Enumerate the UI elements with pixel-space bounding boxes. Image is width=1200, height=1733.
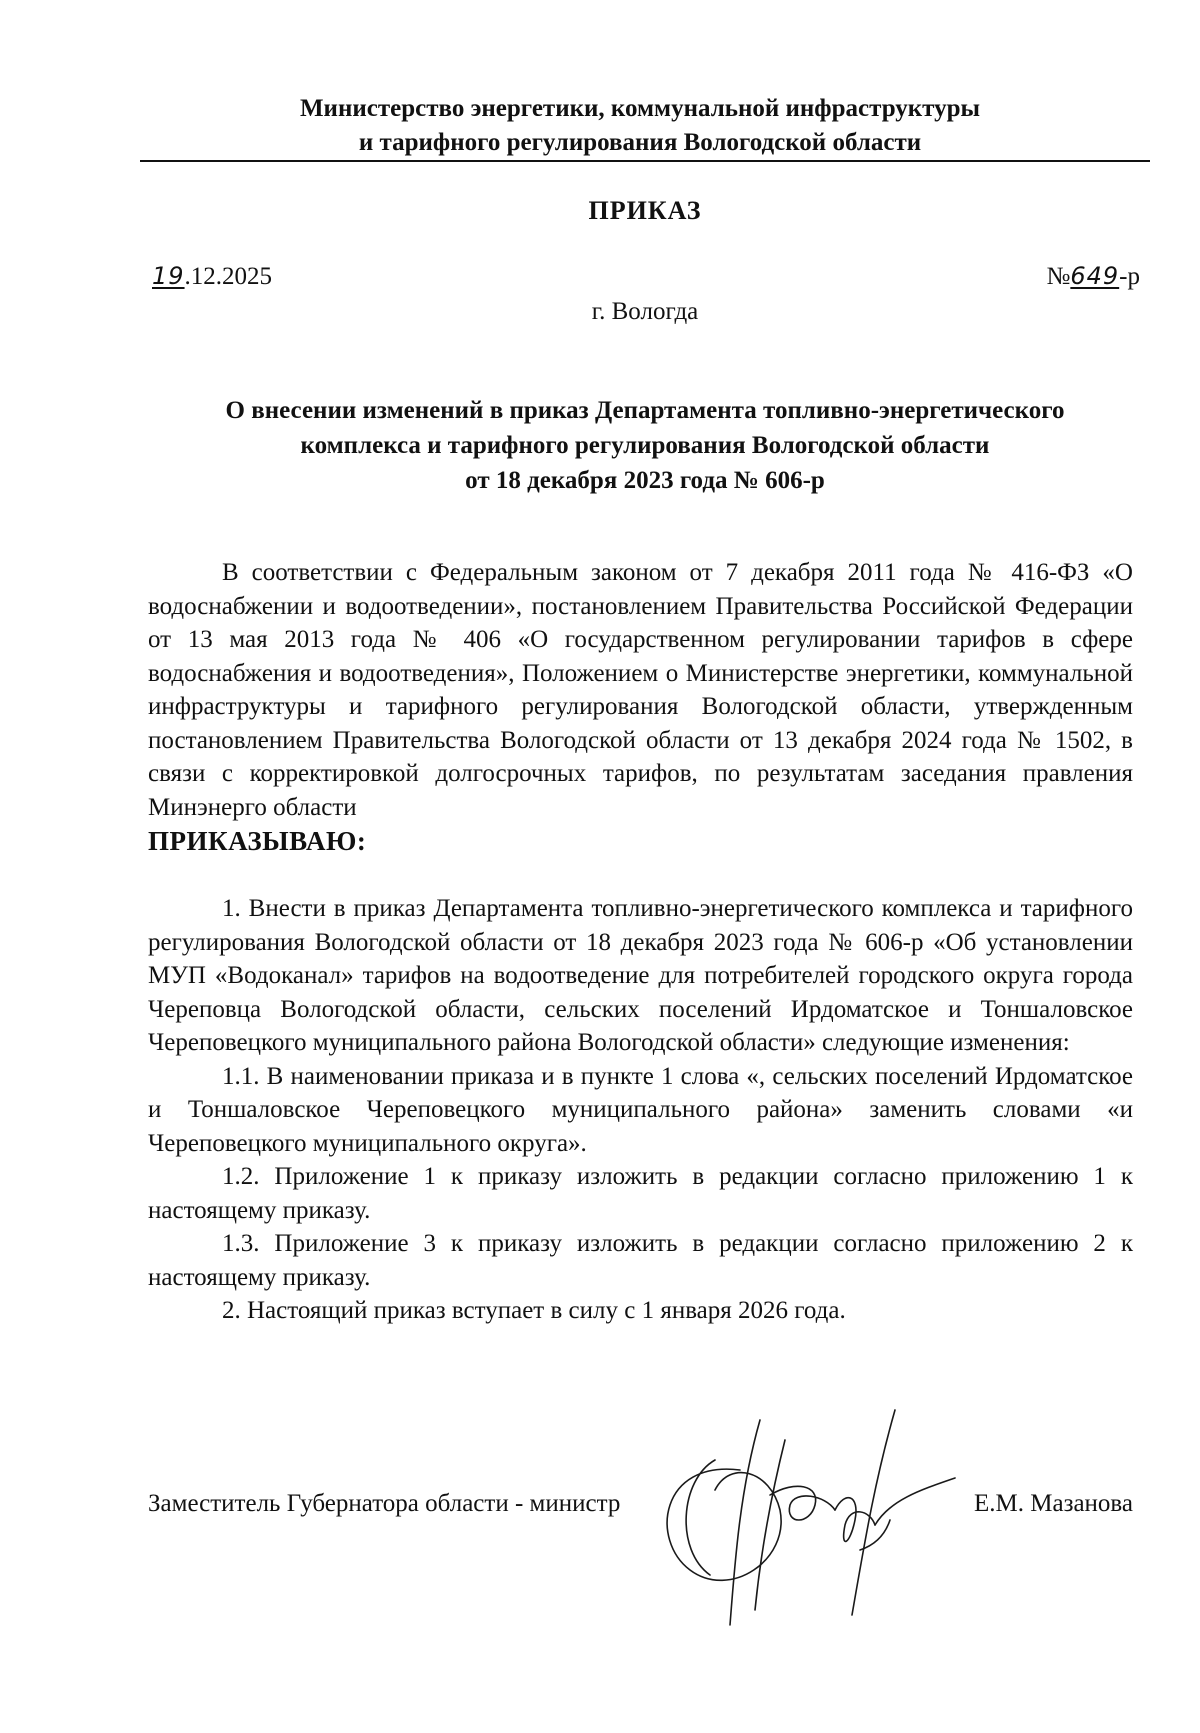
- item-1-1: 1.1. В наименовании приказа и в пункте 1 слова «, сельских поселений Ирдоматское и Тоншаловское Череповецкого муниципального района» заменить словами «и Череповецкого муниципального округа».: [148, 1062, 1133, 1157]
- document-body: [148, 556, 1133, 1328]
- item-1: 1. Внести в приказ Департамента топливно-энергетического комплекса и тарифного регулирования Вологодской области от 18 декабря 2023 года № 606-р «Об установлении МУП «Водоканал» тарифов на водоотведение для потребителей городского округа города Череповца Вологодской области, сельских поселений Ирдоматское и Тоншаловское Череповецкого муниципального района Вологодской области» следующие изменения:: [148, 895, 1133, 1056]
- item-1-2: 1.2. Приложение 1 к приказу изложить в редакции согласно приложению 1 к настоящему приказу.: [148, 1163, 1133, 1224]
- date-month-year: .12.2025: [184, 263, 273, 290]
- document-city: г. Вологда: [591, 298, 699, 325]
- ministry-header: [140, 92, 1140, 160]
- date-day-handwritten: 19: [152, 262, 185, 290]
- document-number: [1047, 262, 1141, 291]
- document-date: [152, 262, 272, 291]
- preamble-paragraph: В соответствии с Федеральным законом от 7 декабря 2011 года № 416-ФЗ «О водоснабжении и водоотведении», постановлением Правительства Российской Федерации от 13 мая 2013 года № 406 «О государственном регулировании тарифов в сфере водоснабжения и водоотведения», Положением о Министерстве энергетики, коммунальной инфраструктуры и тарифного регулирования Вологодской области, утвержденным постановлением Правительства Вологодской области от 13 декабря 2024 года № 1502, в связи с корректировкой долгосрочных тарифов, по результатам заседания правления Минэнерго области: [148, 559, 1133, 821]
- subject-line-3: от 18 декабря 2023 года № 606-р: [465, 467, 825, 494]
- number-handwritten: 649: [1070, 262, 1120, 290]
- header-divider: [140, 160, 1150, 162]
- signatory-position: Заместитель Губернатора области - министр: [148, 1490, 621, 1517]
- signature-block: [148, 1490, 1133, 1530]
- order-word: ПРИКАЗЫВАЮ:: [148, 826, 367, 856]
- item-1-3: 1.3. Приложение 3 к приказу изложить в редакции согласно приложению 2 к настоящему приказу.: [148, 1230, 1133, 1291]
- item-2: 2. Настоящий приказ вступает в силу с 1 января 2026 года.: [222, 1297, 846, 1324]
- document-subject: [140, 393, 1150, 498]
- number-sign: №: [1046, 263, 1071, 290]
- number-suffix: -р: [1119, 263, 1140, 290]
- signatory-name: Е.М. Мазанова: [974, 1490, 1133, 1517]
- subject-line-1: О внесении изменений в приказ Департамента топливно-энергетического: [225, 397, 1065, 424]
- document-type: ПРИКАЗ: [588, 196, 702, 225]
- ministry-line-1: Министерство энергетики, коммунальной инфраструктуры: [299, 95, 981, 122]
- subject-line-2: комплекса и тарифного регулирования Вологодской области: [300, 432, 990, 459]
- ministry-line-2: и тарифного регулирования Вологодской области: [358, 129, 922, 156]
